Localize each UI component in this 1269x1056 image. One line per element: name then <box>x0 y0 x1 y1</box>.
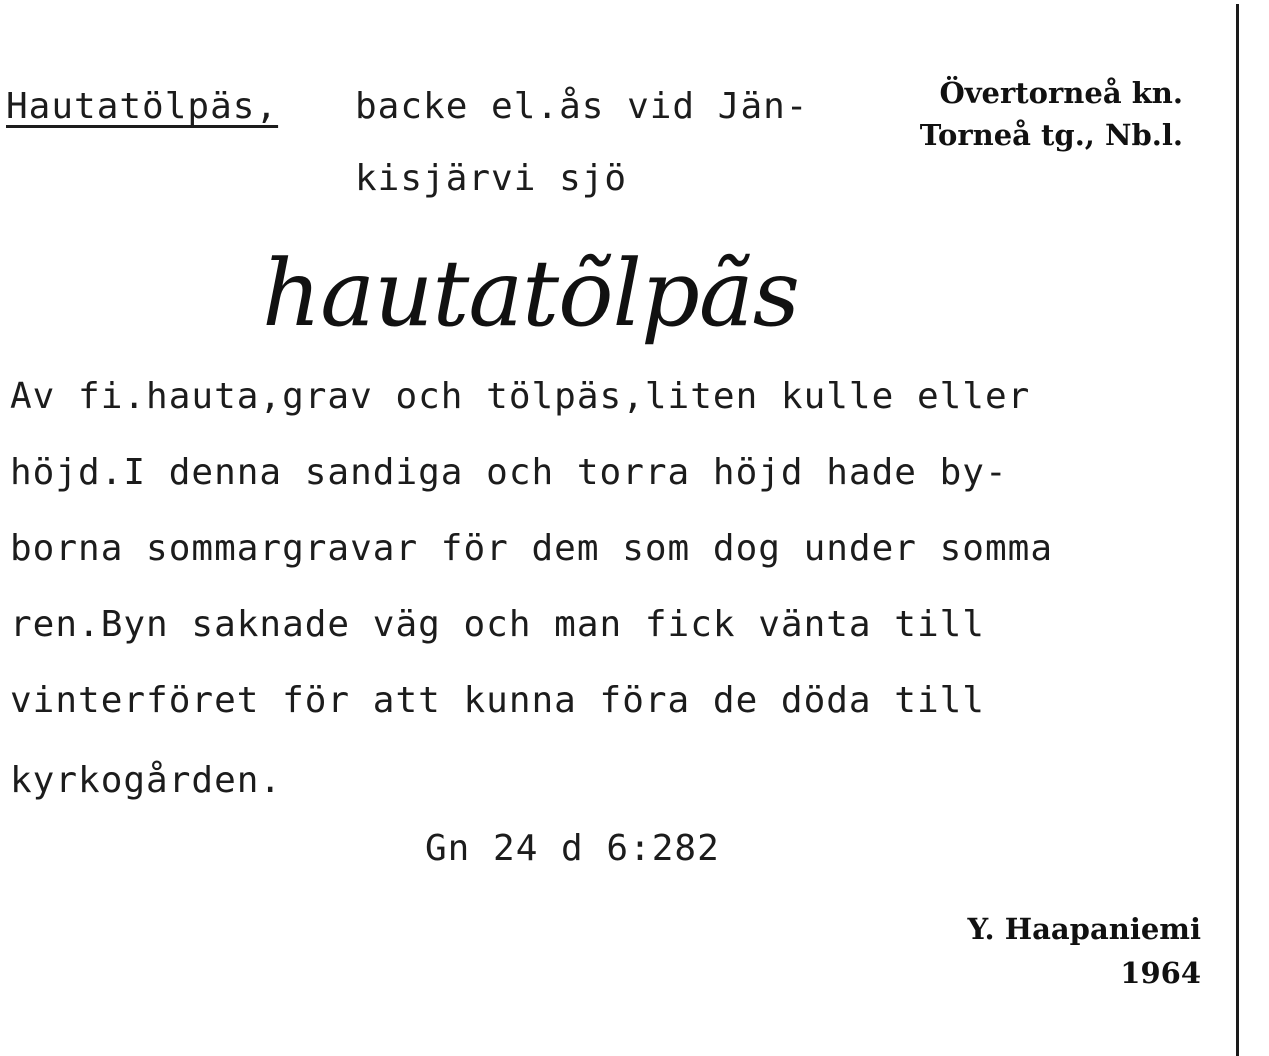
body-text-line: höjd.I denna sandiga och torra höjd hade by- <box>10 452 1008 493</box>
author-stamp: Y. Haapaniemi <box>967 912 1201 946</box>
year-stamp: 1964 <box>1120 956 1201 990</box>
body-text-line: vinterföret för att kunna föra de döda till <box>10 680 985 721</box>
card-edge-line <box>1236 4 1239 1056</box>
body-text-line: ren.Byn saknade väg och man fick vänta till <box>10 604 985 645</box>
source-reference: Gn 24 d 6:282 <box>425 828 720 869</box>
body-text-line: Av fi.hauta,grav och tölpäs,liten kulle eller <box>10 376 1031 417</box>
headword: Hautatölpäs, <box>6 86 279 127</box>
definition-line: kisjärvi sjö <box>355 158 628 199</box>
district-stamp: Torneå tg., Nb.l. <box>919 118 1183 152</box>
handwritten-pronunciation: hautatõlpãs <box>262 240 799 347</box>
body-text-line: kyrkogården. <box>10 760 283 801</box>
parish-stamp: Övertorneå kn. <box>939 76 1183 110</box>
body-text-line: borna sommargravar för dem som dog under somma <box>10 528 1053 569</box>
definition-line: backe el.ås vid Jän- <box>355 86 809 127</box>
